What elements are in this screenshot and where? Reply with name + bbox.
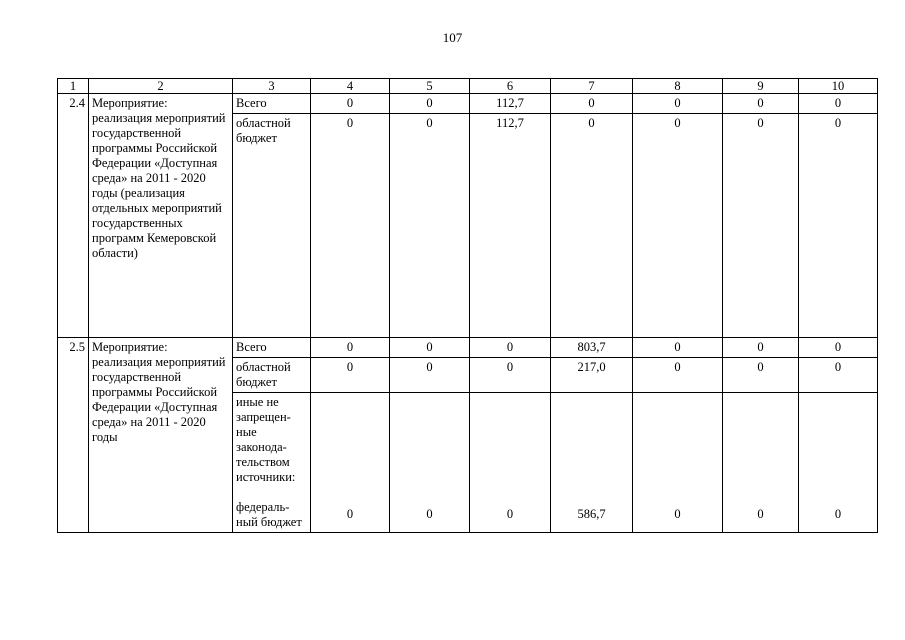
header-cell: 9 [723,79,799,94]
value-cell: 0 [390,338,470,358]
value-cell: 0 [311,358,390,393]
value-cell: 217,0 [551,358,633,393]
value-cell: 112,7 [470,114,551,338]
value-cell: 0 [551,94,633,114]
value-cell: 0 [723,94,799,114]
value-cell: 0 [799,358,878,393]
header-cell: 5 [390,79,470,94]
value-cell: 0 [723,393,799,533]
value-cell: 586,7 [551,393,633,533]
funding-source: Всего [233,338,311,358]
value-cell: 112,7 [470,94,551,114]
value-cell: 0 [723,338,799,358]
value-cell: 0 [311,94,390,114]
funding-source: областной бюджет [233,358,311,393]
value-cell: 0 [390,393,470,533]
measure-name: Мероприятие: реализация мероприятий государственной программы Российской Федерации «Доступная среда» на 2011 - 2020 годы [89,338,233,533]
table-row [58,338,878,358]
value-cell: 803,7 [551,338,633,358]
budget-table [57,78,878,533]
funding-source-label: иные не запрещен-ные законода-тельством источники: [236,395,296,484]
value-cell: 0 [311,114,390,338]
value-cell: 0 [799,393,878,533]
page-number: 107 [442,30,463,45]
value-cell: 0 [551,114,633,338]
header-cell: 2 [89,79,233,94]
value-cell: 0 [470,358,551,393]
value-cell: 0 [311,393,390,533]
funding-source: Всего [233,94,311,114]
value-cell: 0 [390,94,470,114]
value-cell: 0 [311,338,390,358]
funding-source: областной бюджет [233,114,311,338]
row-index: 2.4 [58,94,89,338]
header-row [58,79,878,94]
value-cell: 0 [723,358,799,393]
header-cell: 3 [233,79,311,94]
header-cell: 7 [551,79,633,94]
value-cell: 0 [633,393,723,533]
header-cell: 4 [311,79,390,94]
measure-name: Мероприятие: реализация мероприятий государственной программы Российской Федерации «Доступная среда» на 2011 - 2020 годы (реализация отдельных мероприятий государственных программ Кемеровской области) [89,94,233,338]
row-index: 2.5 [58,338,89,533]
funding-source-sublabel: федераль-ный бюджет [236,500,302,529]
header-cell: 1 [58,79,89,94]
header-cell: 10 [799,79,878,94]
value-cell: 0 [390,358,470,393]
value-cell: 0 [390,114,470,338]
value-cell: 0 [633,338,723,358]
value-cell: 0 [470,338,551,358]
value-cell: 0 [633,94,723,114]
value-cell: 0 [799,94,878,114]
value-cell: 0 [799,114,878,338]
header-cell: 6 [470,79,551,94]
table-row [58,94,878,114]
value-cell: 0 [723,114,799,338]
funding-source [233,393,311,533]
value-cell: 0 [633,358,723,393]
header-cell: 8 [633,79,723,94]
value-cell: 0 [633,114,723,338]
value-cell: 0 [799,338,878,358]
value-cell: 0 [470,393,551,533]
